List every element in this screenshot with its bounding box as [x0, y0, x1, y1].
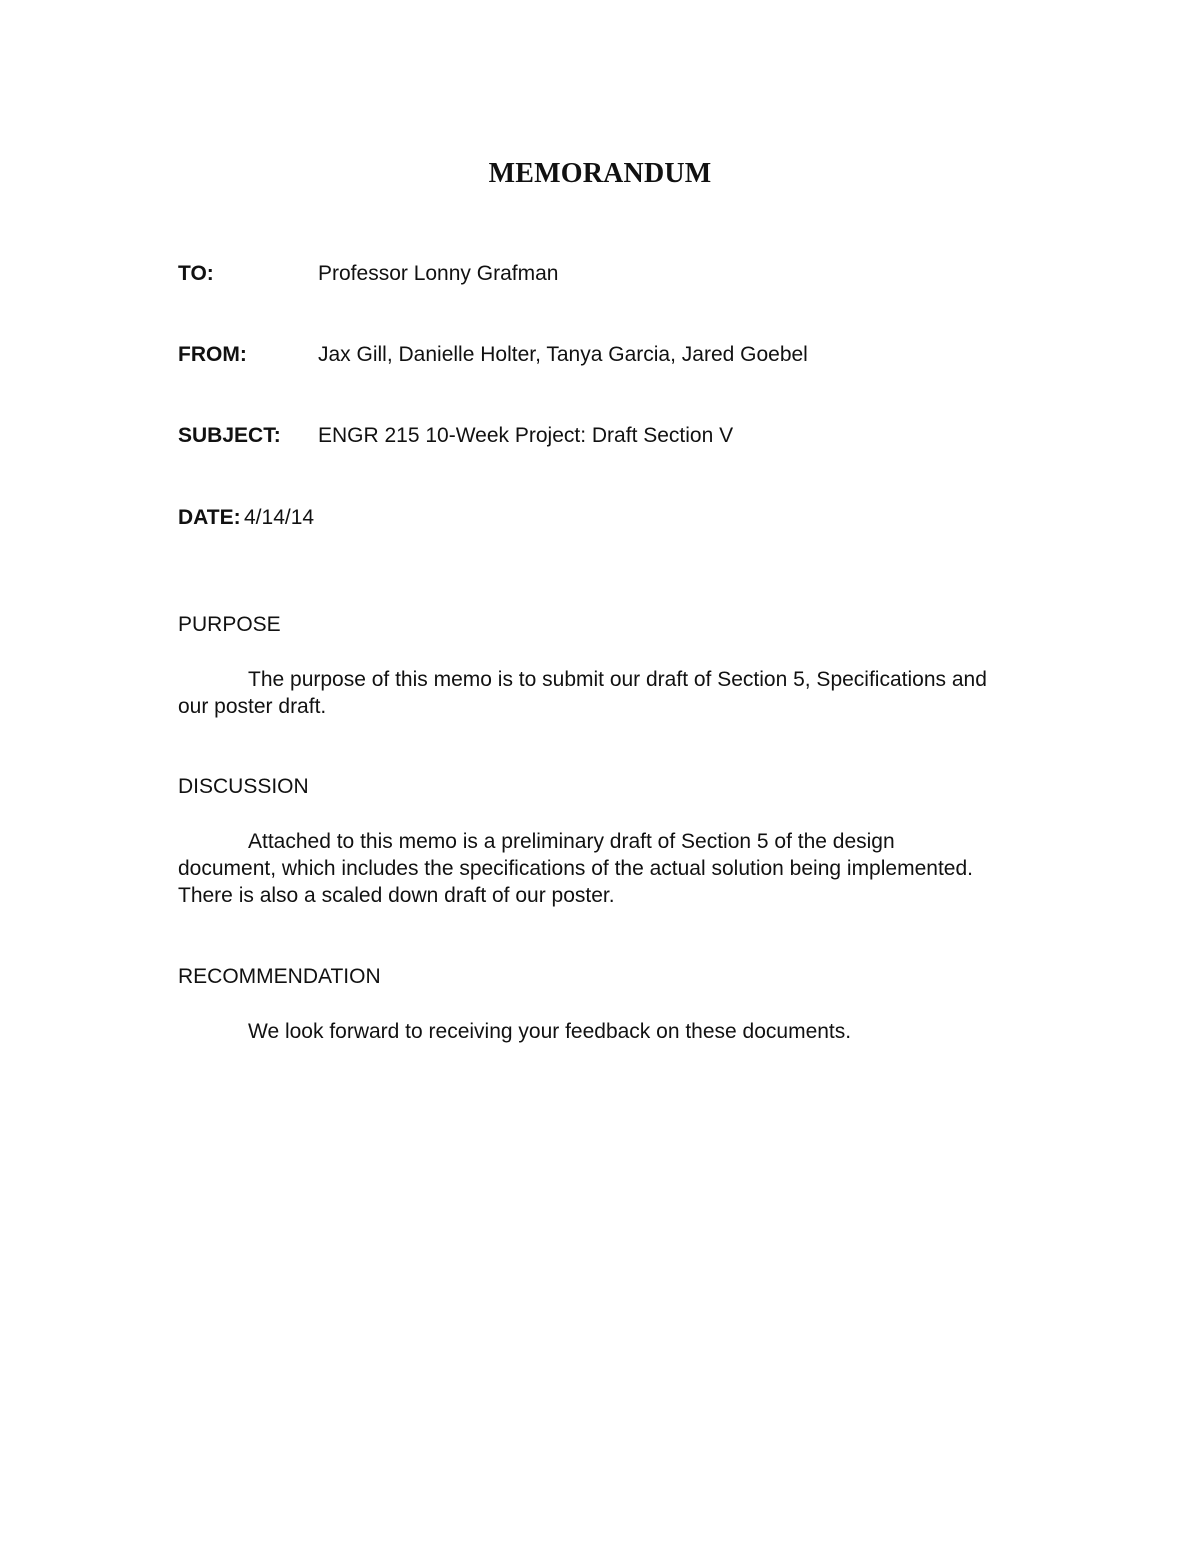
date-value: 4/14/14 [244, 506, 315, 529]
subject-label: SUBJECT: [178, 424, 281, 447]
to-label: TO: [178, 262, 214, 285]
from-label: FROM: [178, 343, 247, 366]
recommendation-heading: RECOMMENDATION [178, 965, 381, 988]
subject-value: ENGR 215 10-Week Project: Draft Section V [318, 424, 734, 447]
from-value: Jax Gill, Danielle Holter, Tanya Garcia, Jared Goebel [318, 343, 808, 366]
date-label: DATE: [178, 506, 241, 529]
memo-title: MEMORANDUM [488, 158, 712, 189]
purpose-paragraph: The purpose of this memo is to submit our draft of Section 5, Specifications and our poster draft. [178, 668, 987, 718]
to-value: Professor Lonny Grafman [318, 262, 559, 285]
discussion-paragraph: Attached to this memo is a preliminary draft of Section 5 of the design document, which includes the specifications of the actual solution being implemented. There is also a scaled down draft of our poster. [178, 830, 973, 907]
discussion-heading: DISCUSSION [178, 775, 309, 798]
recommendation-paragraph: We look forward to receiving your feedback on these documents. [248, 1020, 852, 1043]
purpose-heading: PURPOSE [178, 613, 281, 636]
